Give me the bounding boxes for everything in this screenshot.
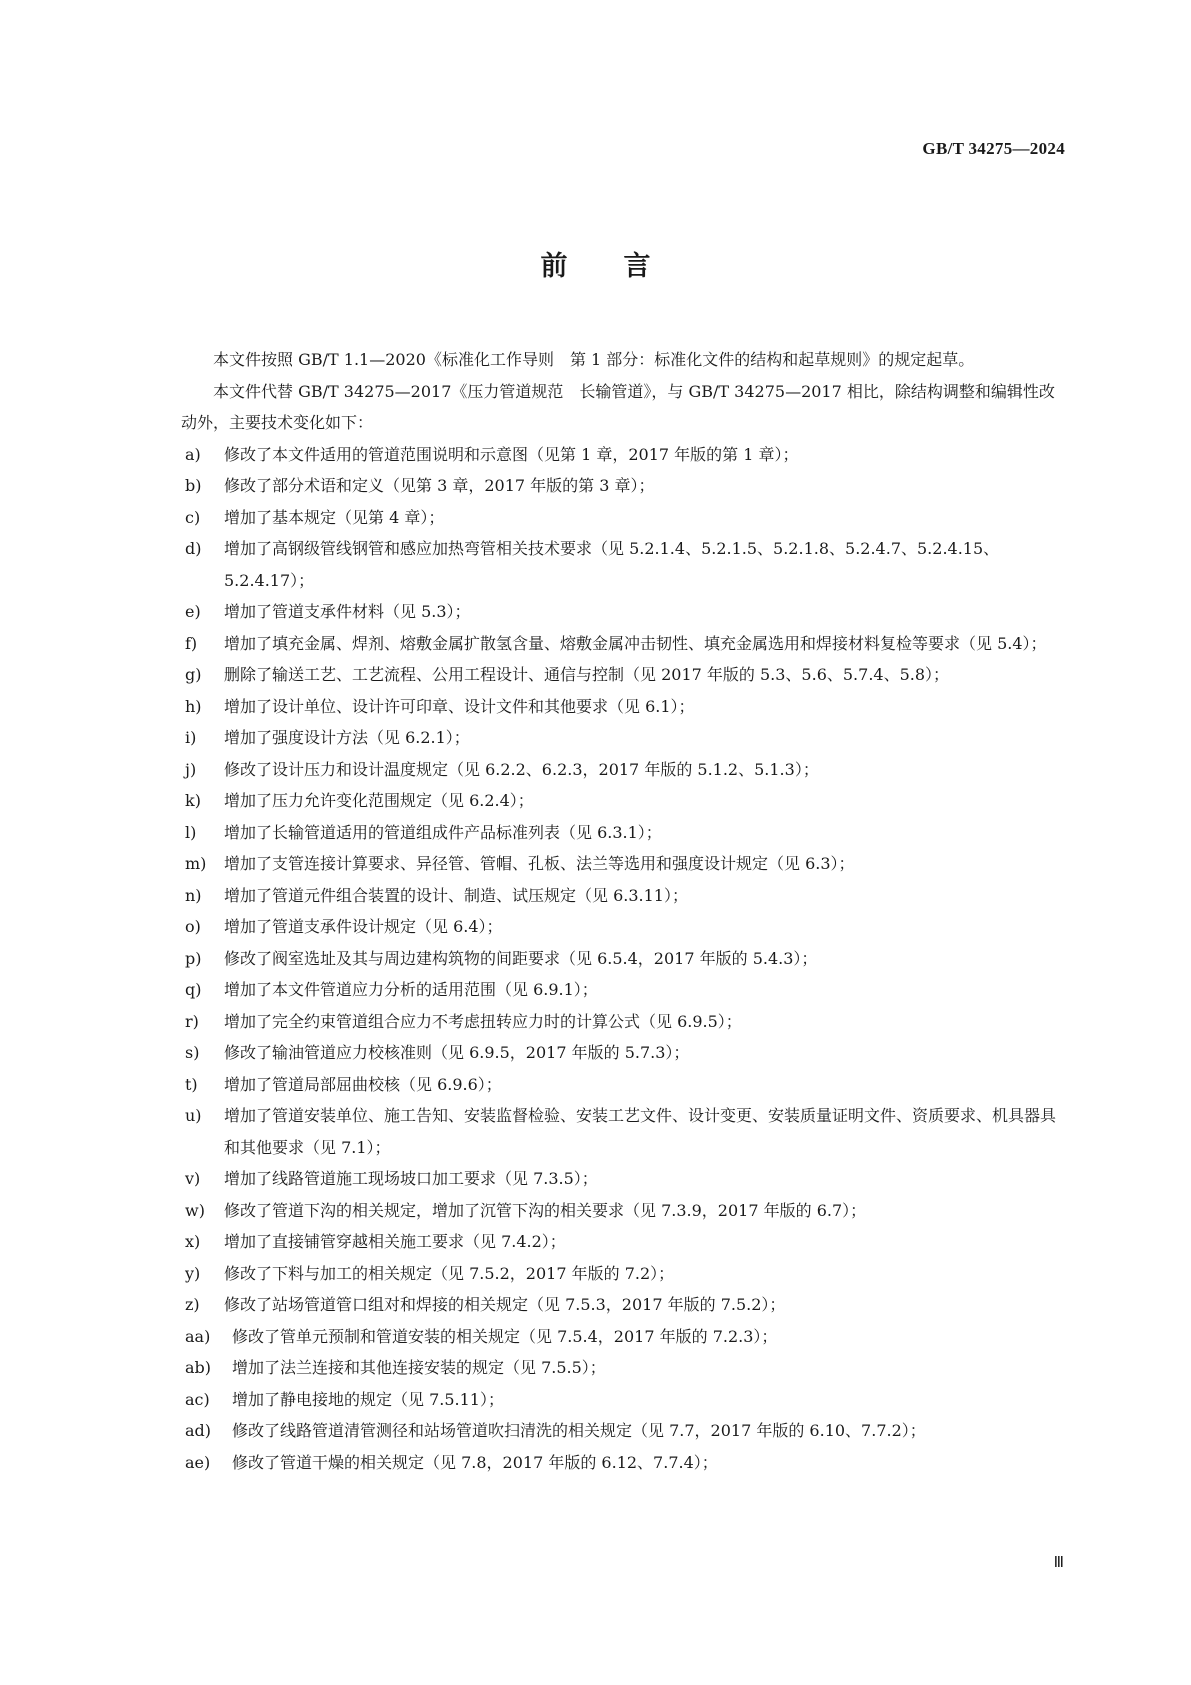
list-item [181, 439, 1066, 471]
list-item-text: 增加了压力允许变化范围规定（见 6.2.4）； [224, 791, 534, 810]
list-item-text: 增加了本文件管道应力分析的适用范围（见 6.9.1）； [224, 980, 598, 999]
list-item-label: q) [185, 980, 202, 999]
list-item-label: d) [185, 539, 202, 558]
list-item-label: s) [185, 1043, 200, 1062]
intro-paragraph: 本文件代替 GB/T 34275—2017《压力管道规范 长输管道》，与 GB/T 34275—2017 相比，除结构调整和编辑性改动外，主要技术变化如下： [181, 381, 1055, 432]
list-item [181, 1447, 1066, 1479]
list-item [181, 628, 1066, 660]
list-item-label: aa) [185, 1326, 211, 1346]
list-item-label: f) [185, 633, 198, 653]
list-item-label: w) [185, 1200, 205, 1220]
list-item [181, 691, 1066, 723]
standard-code: GB/T 34275—2024 [922, 139, 1065, 158]
list-item [181, 1037, 1066, 1069]
list-item-text: 修改了本文件适用的管道范围说明和示意图（见第 1 章，2017 年版的第 1 章）； [224, 444, 799, 464]
list-item-label: c) [185, 507, 201, 527]
list-item-label: g) [185, 665, 202, 684]
list-item-label: p) [185, 948, 202, 968]
list-item-label: z) [185, 1295, 200, 1314]
list-item [181, 974, 1066, 1006]
list-item [181, 817, 1066, 849]
list-item-text: 增加了管道元件组合装置的设计、制造、试压规定（见 6.3.11）； [224, 885, 688, 905]
list-item-label: i) [185, 728, 197, 747]
list-item [181, 470, 1066, 502]
list-item [181, 722, 1066, 754]
list-item-label: r) [185, 1011, 199, 1031]
list-item [181, 1384, 1066, 1416]
list-item [181, 1258, 1066, 1290]
list-item-text: 增加了支管连接计算要求、异径管、管帽、孔板、法兰等选用和强度设计规定（见 6.3）； [224, 854, 855, 873]
list-item-text: 修改了管道下沟的相关规定，增加了沉管下沟的相关要求（见 7.3.9，2017 年版的 6.7）； [224, 1200, 867, 1220]
list-item-text: 增加了管道支承件材料（见 5.3）； [224, 602, 471, 621]
list-item-text: 增加了填充金属、焊剂、熔敷金属扩散氢含量、熔敷金属冲击韧性、填充金属选用和焊接材料复检等要求（见 5.4）； [224, 633, 1047, 653]
list-item-text: 增加了静电接地的规定（见 7.5.11）； [232, 1389, 504, 1409]
list-item-text: 增加了管道局部屈曲校核（见 6.9.6）； [224, 1074, 502, 1094]
list-item [181, 1100, 1066, 1163]
list-item-text: 修改了下料与加工的相关规定（见 7.5.2，2017 年版的 7.2）； [224, 1263, 675, 1283]
list-item-label: t) [185, 1074, 198, 1094]
list-item [181, 880, 1066, 912]
list-item-text: 增加了线路管道施工现场坡口加工要求（见 7.3.5）； [224, 1169, 598, 1188]
list-item-text: 增加了设计单位、设计许可印章、设计文件和其他要求（见 6.1）； [224, 696, 695, 716]
list-item-label: ad) [185, 1421, 212, 1440]
list-item [181, 785, 1066, 817]
list-item-label: u) [185, 1106, 202, 1125]
list-item [181, 943, 1066, 975]
list-item-label: a) [185, 444, 201, 464]
list-item-label: k) [185, 791, 201, 810]
list-item-label: h) [185, 696, 202, 716]
list-item-label: j) [185, 759, 197, 779]
list-item-text: 修改了输油管道应力校核准则（见 6.9.5，2017 年版的 5.7.3）； [224, 1043, 690, 1062]
list-item-text: 增加了完全约束管道组合应力不考虑扭转应力时的计算公式（见 6.9.5）； [224, 1011, 742, 1031]
list-item-label: l) [185, 822, 197, 842]
list-item-label: x) [185, 1232, 201, 1251]
list-item-text: 增加了法兰连接和其他连接安装的规定（见 7.5.5）； [232, 1358, 606, 1377]
list-item [181, 1195, 1066, 1227]
intro-paragraph: 本文件按照 GB/T 1.1—2020《标准化工作导则 第 1 部分：标准化文件的结构和起草规则》的规定起草。 [213, 350, 975, 369]
list-item-text: 修改了管单元预制和管道安装的相关规定（见 7.5.4，2017 年版的 7.2.3）； [232, 1326, 778, 1346]
list-item-text: 修改了设计压力和设计温度规定（见 6.2.2、6.2.3，2017 年版的 5.1.2、5.1.3）； [224, 759, 819, 779]
list-item-label: ab) [185, 1358, 212, 1377]
list-item [181, 1321, 1066, 1353]
list-item [181, 502, 1066, 534]
list-item-text: 增加了管道支承件设计规定（见 6.4）； [224, 917, 503, 936]
list-item [181, 1289, 1066, 1321]
list-item-label: y) [185, 1263, 201, 1283]
list-item [181, 596, 1066, 628]
list-item-label: v) [185, 1169, 201, 1188]
list-item [181, 1352, 1066, 1384]
list-item-text: 增加了直接铺管穿越相关施工要求（见 7.4.2）； [224, 1232, 566, 1251]
list-item-text: 修改了线路管道清管测径和站场管道吹扫清洗的相关规定（见 7.7，2017 年版的 6.10、7.7.2）； [232, 1421, 926, 1440]
list-item-label: m) [185, 854, 207, 873]
list-item [181, 1226, 1066, 1258]
list-item [181, 1415, 1066, 1447]
list-item-text: 增加了基本规定（见第 4 章）； [224, 507, 445, 527]
list-item-label: ac) [185, 1389, 210, 1409]
change-list [181, 439, 1066, 1479]
list-item-text: 修改了管道干燥的相关规定（见 7.8，2017 年版的 6.12、7.7.4）； [232, 1452, 718, 1472]
list-item-text: 修改了部分术语和定义（见第 3 章，2017 年版的第 3 章）； [224, 476, 655, 495]
list-item-label: e) [185, 602, 201, 621]
list-item-text: 增加了强度设计方法（见 6.2.1）； [224, 728, 470, 747]
list-item-label: o) [185, 917, 201, 936]
list-item-text: 删除了输送工艺、工艺流程、公用工程设计、通信与控制（见 2017 年版的 5.3、5.6、5.7.4、5.8）； [224, 665, 950, 684]
list-item [181, 1069, 1066, 1101]
list-item [181, 848, 1066, 880]
list-item-label: n) [185, 885, 202, 905]
document-body [181, 344, 1066, 1478]
page-title: 前言 [540, 251, 707, 282]
list-item-label: b) [185, 476, 202, 495]
list-item [181, 533, 1066, 596]
list-item-text: 修改了阀室选址及其与周边建构筑物的间距要求（见 6.5.4，2017 年版的 5.4.3）； [224, 948, 818, 968]
list-item [181, 1163, 1066, 1195]
list-item-label: ae) [185, 1452, 211, 1472]
list-item-text: 修改了站场管道管口组对和焊接的相关规定（见 7.5.3，2017 年版的 7.5.2）； [224, 1295, 786, 1314]
list-item-text: 增加了高钢级管线钢管和感应加热弯管相关技术要求（见 5.2.1.4、5.2.1.5、5.2.1.8、5.2.4.7、5.2.4.15、5.2.4.17）； [224, 539, 1000, 590]
list-item [181, 1006, 1066, 1038]
list-item [181, 659, 1066, 691]
list-item [181, 754, 1066, 786]
page-number: Ⅲ [1053, 1555, 1064, 1571]
list-item-text: 增加了管道安装单位、施工告知、安装监督检验、安装工艺文件、设计变更、安装质量证明文件、资质要求、机具器具和其他要求（见 7.1）； [224, 1106, 1057, 1157]
list-item-text: 增加了长输管道适用的管道组成件产品标准列表（见 6.3.1）； [224, 822, 662, 842]
list-item [181, 911, 1066, 943]
